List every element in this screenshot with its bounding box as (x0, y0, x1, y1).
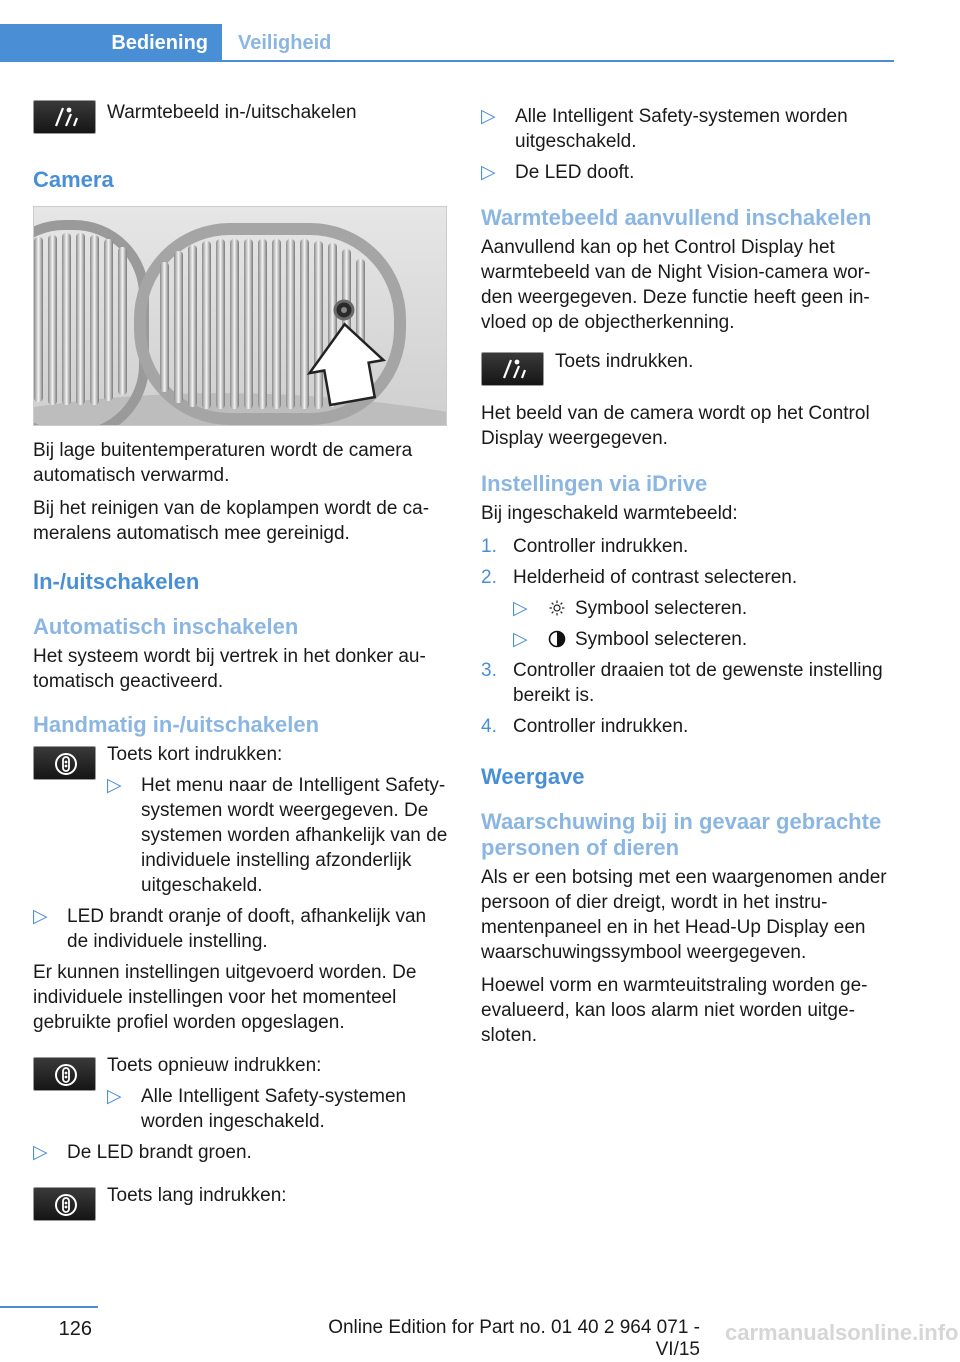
watermark: carmanualsonline.info (725, 1320, 959, 1345)
safety-button-short-row (33, 742, 449, 898)
edition-footer: Online Edition for Part no. 01 40 2 964 071 - VI/15 (328, 1317, 700, 1360)
night-vision-button-icon (33, 100, 96, 134)
triangle-bullet-icon: ▷ (107, 775, 122, 796)
thermal-toggle-label: Warmtebeeld in-/uitschakelen (107, 102, 357, 123)
triangle-bullet-icon: ▷ (33, 1142, 48, 1163)
list-item: ▷ LED brandt oranje of dooft, afhankelijk van de individuele instelling. (33, 906, 427, 952)
list-item: 3. Controller draaien tot de gewenste instelling bereikt is. (481, 660, 883, 706)
triangle-bullet-icon: ▷ (513, 629, 528, 650)
auto-heading: Automatisch inschakelen (33, 614, 299, 639)
list-item: ▷ Alle Intelligent Safety-systemen worden uitgeschakeld. (481, 106, 848, 152)
press-key-label: Toets indrukken. (555, 351, 694, 372)
idrive-steps (481, 534, 893, 739)
section-tabs (0, 24, 894, 62)
list-item: ▷ De LED brandt groen. (33, 1142, 252, 1163)
triangle-bullet-icon: ▷ (481, 106, 496, 127)
page-number-block (0, 1306, 98, 1341)
list-item: 2. Helderheid of contrast selecteren. ▷ Symbool selecteren. ▷ Symbool selecteren. (481, 565, 893, 652)
safety-button-long-row (33, 1183, 449, 1223)
warning-paragraph-2: Hoewel vorm en warmteuitstraling worden geevalueerd, kan loos alarm niet worden uitgesloten. (481, 975, 868, 1046)
list-item: 1. Controller indrukken. (481, 536, 689, 557)
extra-heading: Warmtebeeld aanvullend inschakelen (481, 205, 872, 230)
night-vision-button-row-2 (481, 349, 893, 395)
camera-paragraph-2: Bij het reinigen van de koplampen wordt de cameralens automatisch mee gereinigd. (33, 498, 430, 544)
tab-underline (222, 60, 894, 62)
image-paragraph: Het beeld van de camera wordt op het Control Display weergegeven. (481, 403, 870, 449)
triangle-bullet-icon: ▷ (33, 906, 48, 927)
list-item: ▷ Het menu naar de Intelligent Safety-systemen wordt weergegeven. De systemen worden afhankelijk van de individuele instelling afzonderlijk uitgeschakeld. (107, 775, 448, 896)
extra-paragraph: Aanvullend kan op het Control Display het warmtebeeld van de Night Vision-camera worden weergegeven. Deze functie heeft geen invloed op de objectherkenning. (481, 237, 871, 333)
idrive-heading: Instellingen via iDrive (481, 471, 708, 496)
safety-button-icon (33, 1187, 96, 1221)
brightness-icon (547, 596, 567, 621)
night-vision-button-row (33, 100, 449, 140)
camera-paragraph-1: Bij lage buitentemperaturen wordt de camera automatisch verwarmd. (33, 440, 413, 486)
display-heading: Weergave (481, 764, 585, 789)
right-column (481, 100, 893, 1056)
page-number: 126 (58, 1318, 92, 1340)
list-item: ▷ Alle Intelligent Safety-systemen worden ingeschakeld. (107, 1086, 407, 1132)
safety-button-icon (33, 746, 96, 780)
long-press-label: Toets lang indrukken: (107, 1185, 287, 1206)
onoff-heading: In-/uitschakelen (33, 569, 200, 594)
camera-grille-photo (33, 206, 447, 426)
triangle-bullet-icon: ▷ (481, 162, 496, 183)
list-item: 4. Controller indrukken. (481, 716, 689, 737)
left-column (33, 100, 449, 1223)
list-item: ▷ De LED dooft. (481, 162, 635, 183)
idrive-intro: Bij ingeschakeld warmtebeeld: (481, 503, 738, 524)
list-item: ▷ Symbool selecteren. (513, 629, 748, 650)
night-vision-button-icon (481, 352, 544, 386)
triangle-bullet-icon: ▷ (513, 598, 528, 619)
again-press-label: Toets opnieuw indrukken: (107, 1055, 322, 1076)
safety-button-icon (33, 1057, 96, 1091)
warning-heading: Waarschuwing bij in gevaar gebrachte personen of dieren (481, 809, 882, 860)
list-item: ▷ Symbool selecteren. (513, 598, 748, 619)
tab-veiligheid[interactable]: Veiligheid (238, 32, 332, 54)
auto-paragraph: Het systeem wordt bij vertrek in het donker automatisch geactiveerd. (33, 646, 426, 692)
contrast-icon (547, 627, 567, 652)
camera-heading: Camera (33, 167, 114, 192)
warning-paragraph-1: Als er een botsing met een waargenomen ander persoon of dier dreigt, wordt in het instrumentenpaneel en in het Head-Up Display een waarschuwingssymbool weergegeven. (481, 867, 887, 963)
tab-bediening[interactable]: Bediening (0, 24, 222, 62)
settings-paragraph: Er kunnen instellingen uitgevoerd worden. De individuele instellingen voor het momenteel gebruikte profiel worden opgeslagen. (33, 962, 417, 1033)
short-press-label: Toets kort indrukken: (107, 744, 283, 765)
safety-button-again-row (33, 1053, 449, 1134)
triangle-bullet-icon: ▷ (107, 1086, 122, 1107)
manual-heading: Handmatig in-/uitschakelen (33, 712, 320, 737)
